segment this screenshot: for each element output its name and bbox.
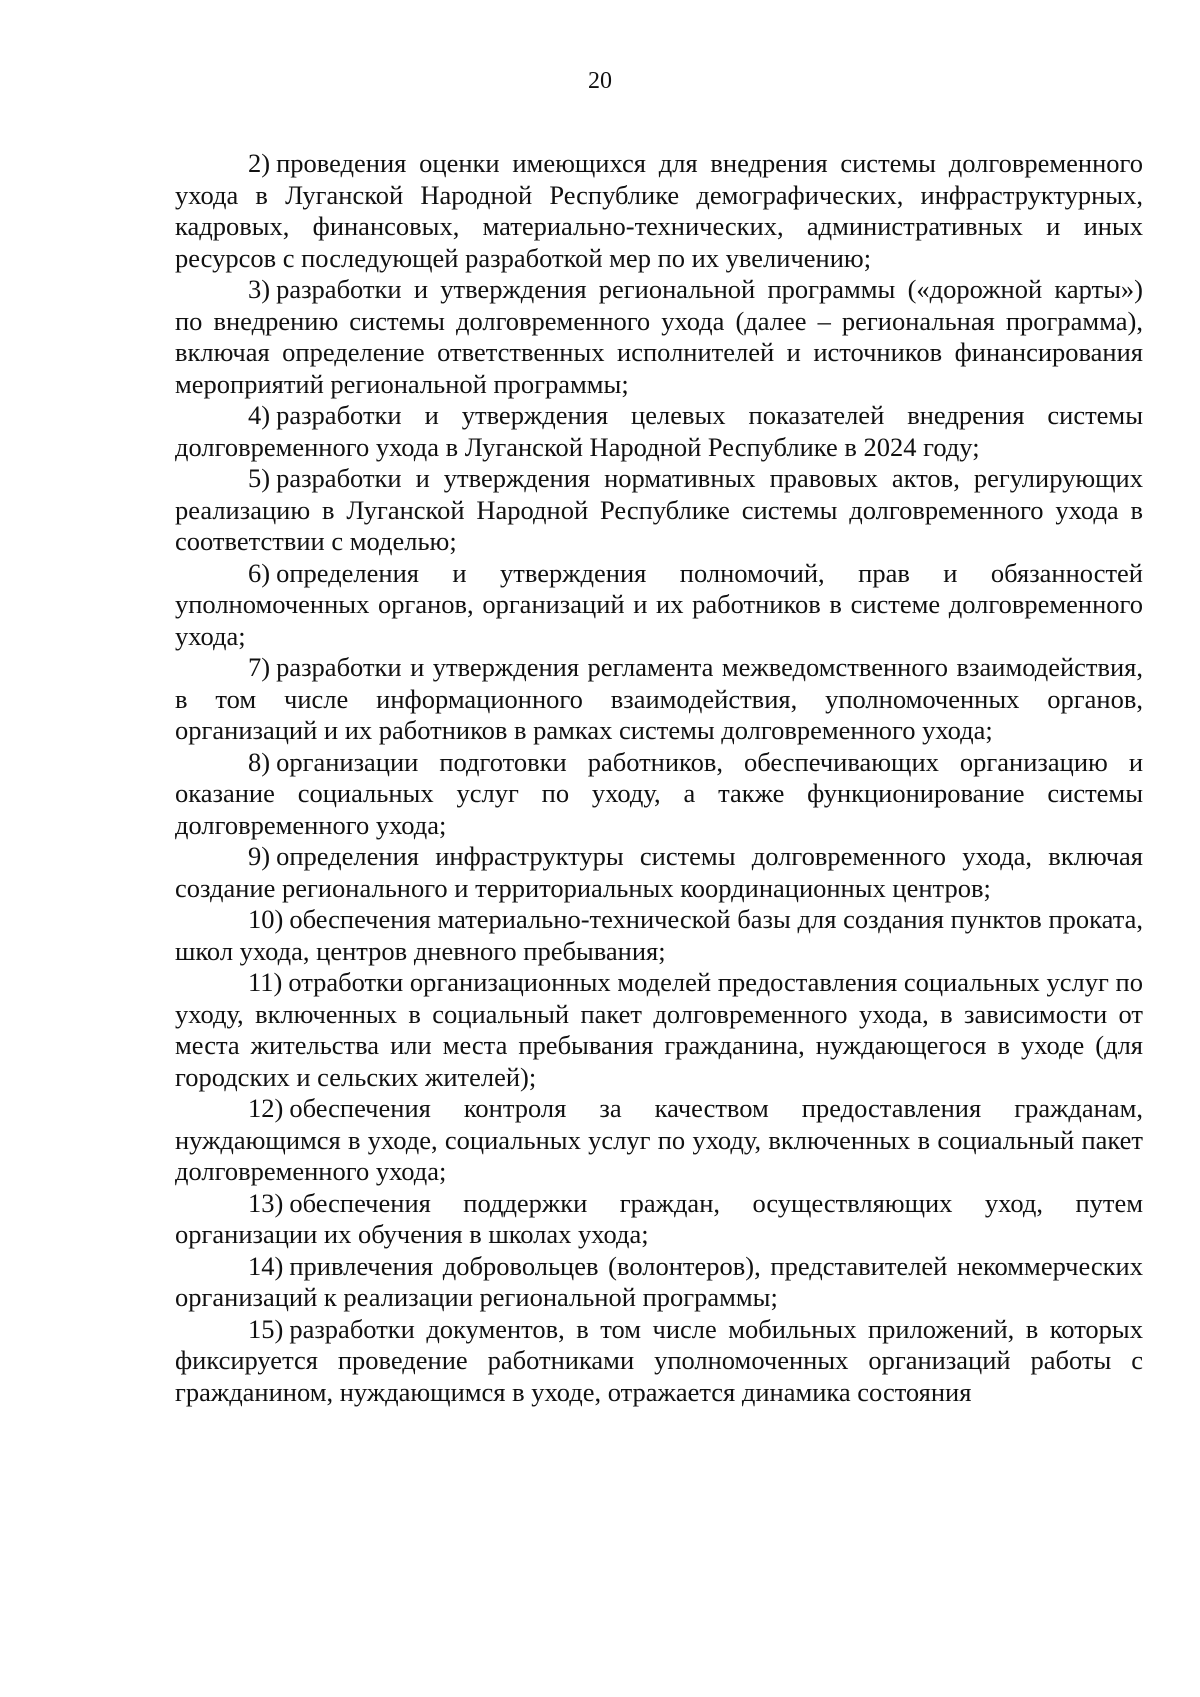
list-item-5 — [175, 463, 1143, 558]
list-item-9 — [175, 841, 1143, 904]
item-text: разработки и утверждения региональной программы («дорожной карты») по внедрению системы долговременного ухода (далее – региональная программа), включая определение ответственных исполнителей и источников финансирования мероприятий региональной программы; — [175, 274, 1143, 399]
list-item-14 — [175, 1251, 1143, 1314]
list-item-6 — [175, 558, 1143, 653]
item-text: обеспечения контроля за качеством предоставления гражданам, нуждающимся в уходе, социальных услуг по уходу, включенных в социальный пакет долговременного ухода; — [175, 1093, 1143, 1186]
item-text: проведения оценки имеющихся для внедрения системы долговременного ухода в Луганской Народной Республике демографических, инфраструктурных, кадровых, финансовых, материально-технических, административных и иных ресурсов с последующей разработкой мер по их увеличению; — [175, 148, 1143, 273]
list-item-4 — [175, 400, 1143, 463]
item-text: разработки и утверждения регламента межведомственного взаимодействия, в том числе информационного взаимодействия, уполномоченных органов, организаций и их работников в рамках системы долговременного ухода; — [175, 652, 1143, 745]
item-text: отработки организационных моделей предоставления социальных услуг по уходу, включенных в социальный пакет долговременного ухода, в зависимости от места жительства или места пребывания гражданина, нуждающегося в уходе (для городских и сельских жителей); — [175, 967, 1143, 1092]
page-number: 20 — [588, 68, 612, 94]
item-text: определения инфраструктуры системы долговременного ухода, включая создание регионального и территориальных координационных центров; — [175, 841, 1143, 903]
item-number: 11) — [248, 967, 283, 997]
item-text: определения и утверждения полномочий, прав и обязанностей уполномоченных органов, организаций и их работников в системе долговременного ухода; — [175, 557, 1143, 651]
item-text: разработки и утверждения нормативных правовых актов, регулирующих реализацию в Луганской Народной Республике системы долговременного ухода в соответствии с моделью; — [175, 463, 1143, 556]
list-item-15 — [175, 1314, 1143, 1409]
item-number: 3) — [248, 274, 271, 304]
item-text: разработки и утверждения целевых показателей внедрения системы долговременного ухода в Луганской Народной Республике в 2024 году; — [175, 400, 1143, 462]
item-number: 9) — [248, 841, 271, 871]
list-item-7 — [175, 652, 1143, 747]
item-text: обеспечения поддержки граждан, осуществляющих уход, путем организации их обучения в школах ухода; — [175, 1187, 1143, 1249]
item-number: 4) — [248, 400, 271, 430]
list-item-11 — [175, 967, 1143, 1093]
list-item-10 — [175, 904, 1143, 967]
item-number: 15) — [248, 1313, 284, 1344]
document-body — [175, 148, 1143, 1408]
item-number: 5) — [248, 463, 271, 493]
item-text: организации подготовки работников, обеспечивающих организацию и оказание социальных услуг по уходу, а также функционирование системы долговременного ухода; — [175, 746, 1143, 840]
item-number: 14) — [248, 1250, 284, 1281]
list-item-3 — [175, 274, 1143, 400]
item-number: 7) — [248, 652, 271, 682]
item-number: 12) — [248, 1093, 284, 1123]
item-number: 10) — [248, 904, 284, 934]
list-item-13 — [175, 1188, 1143, 1251]
item-text: обеспечения материально-технической базы для создания пунктов проката, школ ухода, центров дневного пребывания; — [175, 904, 1143, 966]
list-item-8 — [175, 747, 1143, 842]
item-text: разработки документов, в том числе мобильных приложений, в которых фиксируется проведение работниками уполномоченных организаций работы с гражданином, нуждающимся в уходе, отражается динамика состояния — [175, 1313, 1143, 1407]
item-text: привлечения добровольцев (волонтеров), представителей некоммерческих организаций к реализации региональной программы; — [175, 1250, 1143, 1312]
item-number: 2) — [248, 148, 271, 178]
list-item-12 — [175, 1093, 1143, 1188]
list-item-2 — [175, 148, 1143, 274]
item-number: 13) — [248, 1187, 284, 1218]
item-number: 8) — [248, 746, 271, 777]
item-number: 6) — [248, 557, 271, 588]
